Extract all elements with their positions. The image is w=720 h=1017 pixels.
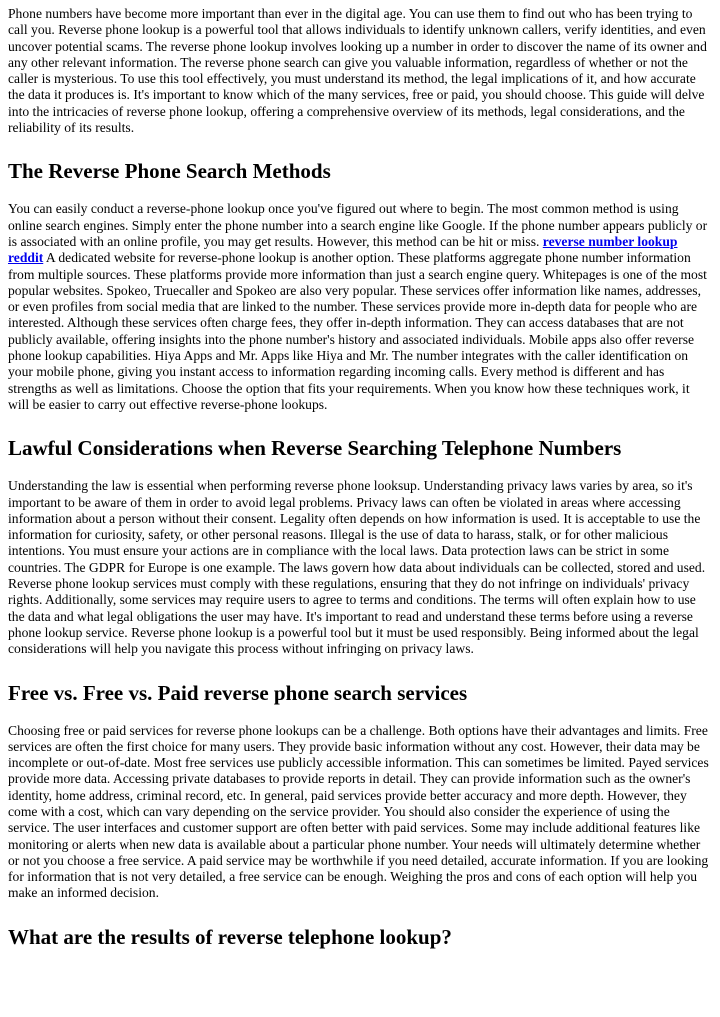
free-paid-heading: Free vs. Free vs. Paid reverse phone search services [8,680,468,705]
methods-heading: The Reverse Phone Search Methods [8,159,331,184]
lawful-heading: Lawful Considerations when Reverse Searching Telephone Numbers [8,436,622,461]
free-paid-paragraph: Choosing free or paid services for reverse phone lookups can be a challenge. Both options have their advantages and limits. Free services are often the first choice for many users. They provide basic information without any cost. However, their data may be incomplete or out-of-date. Most free services use publicly accessible information. This can sometimes be limited. Payed services provide more data. Accessing private databases to provide reports in detail. They can provide information such as the owner's identity, home address, criminal record, etc. In general, paid services provide better accuracy and more depth. However, they come with a cost, which can vary depending on the service provider. You should also consider the experience of using the service. The user interfaces and customer support are often better with paid services. Some may include additional features like monitoring or alerts when new data is available about a particular phone number. Your needs will ultimately determine whether or not you choose a free service. A paid service may be worthwhile if you need detailed, accurate information. If you are looking for information that is not very detailed, a free service can be enough. Weighing the pros and cons of each option will help you make an informed decision. [8,722,709,901]
intro-paragraph: Phone numbers have become more important than ever in the digital age. You can use them to find out who has been trying to call you. Reverse phone lookup is a powerful tool that allows individuals to identify unknown callers, verify identities, and even uncover potential scams. The reverse phone lookup involves looking up a number in order to discover the name of its owner and any other relevant information. The reverse phone search can give you valuable information, regardless of whether or not the caller is mysterious. To use this tool effectively, you must understand its method, the legal implications of it, and how accurate the data it produces is. It's important to know which of the many services, free or paid, you should choose. This guide will delve into the intricacies of reverse phone lookup, offering a comprehensive overview of its methods, legal considerations, and the reliability of its results. [8,6,707,136]
lawful-paragraph: Understanding the law is essential when performing reverse phone looksup. Understanding privacy laws varies by area, so it's important to be aware of them in order to avoid legal problems. Privacy laws can often be violated in areas where accessing information about a person without their consent. Legality often depends on how information is used. It is acceptable to use the information for curiosity, safety, or other personal reasons. Illegal is the use of data to harass, stalk, or for other malicious intentions. You must ensure your actions are in compliance with the local laws. Data protection laws can be strict in some countries. The GDPR for Europe is one example. The laws govern how data about individuals can be collected, stored and used. Reverse phone lookup services must comply with these regulations, ensuring that they do not infringe on individuals' privacy rights. Additionally, some services may require users to agree to terms and conditions. The terms will often explain how to use the data and what legal obligations the user may have. It's important to read and understand these terms before using a reverse phone lookup service. Reverse phone lookup is a powerful tool but it must be used responsibly. Being informed about the legal considerations will help you navigate this process without infringing on privacy laws. [8,478,706,657]
methods-text-before-link: You can easily conduct a reverse-phone lookup once you've figured out where to begin. The most common method is using online search engines. Simply enter the phone number into a search engine like Google. If the phone number appears publicly or is associated with an online profile, you may get results. However, this method can be hit or miss. [8,201,708,249]
methods-text-after-link: A dedicated website for reverse-phone lookup is another option. These platforms aggregate phone number information from multiple sources. These platforms provide more information than just a search engine query. Whitepages is one of the most popular websites. Spokeo, Truecaller and Spokeo are also very popular. These services offer information like names, addresses, or even profiles from social media that are linked to the number. These services provide more in-depth data for people who are interested. Although these services often charge fees, they offer in-depth information. They can access databases that are not publicly available, offering insights into the phone number's history and associated individuals. Mobile apps also offer reverse phone lookup capabilities. Hiya Apps and Mr. Apps like Hiya and Mr. The number integrates with the caller identification on your mobile phone, giving you instant access to information regarding incoming calls. Every method is different and has strengths as well as limitations. Choose the option that fits your requirements. When you know how these techniques work, it will be easier to carry out effective reverse-phone lookups. [8,250,707,412]
reverse-number-lookup-link[interactable]: reverse number lookup reddit [8,233,678,266]
methods-paragraph [8,201,712,413]
results-heading: What are the results of reverse telephone lookup? [8,924,452,949]
